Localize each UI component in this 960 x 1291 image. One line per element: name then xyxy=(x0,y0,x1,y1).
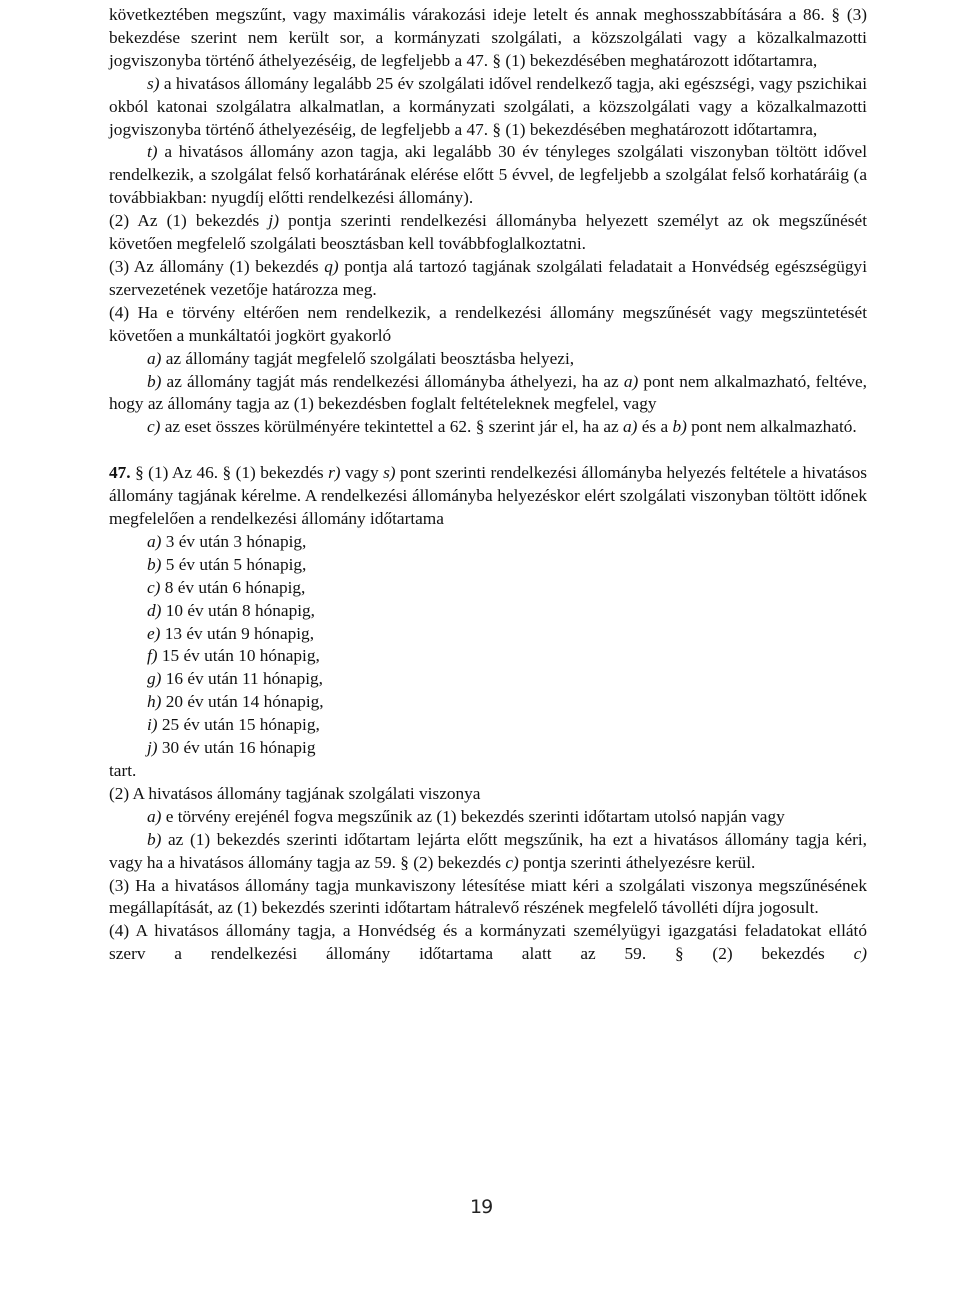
text-run: e törvény erejénél fogva megszűnik az (1) bekezdés szerinti időtartam utolsó napján vagy xyxy=(161,806,785,826)
list-item xyxy=(147,668,867,691)
item-text: 25 év után 15 hónapig, xyxy=(157,715,320,735)
point-letter: a) xyxy=(623,417,638,437)
paragraph-p5 xyxy=(109,256,867,302)
text-run: a hivatásos állomány legalább 25 év szolgálati idővel rendelkező tagja, aki egészségi, vagy pszichikai okból katonai szolgálatra alkalmatlan, a kormányzati szolgálati, a közszolgálati vagy a közalkalmazotti jogviszonyba történő áthelyezéséig, de legfeljebb a 47. § (1) bekezdésében meghatározott időtartamra, xyxy=(109,73,867,139)
paragraph-p3 xyxy=(109,141,867,210)
paragraph-p4 xyxy=(109,210,867,256)
text-run: következtében megszűnt, vagy maximális várakozási ideje letelt és annak meghosszabbítására a 86. § (3) bekezdése szerint nem került sor, a kormányzati szolgálati, a közszolgálati vagy a közalkalmazotti jogviszonyba történő áthelyezéséig, de legfeljebb a 47. § (1) bekezdésében meghatározott időtartamra, xyxy=(109,5,867,70)
text-run: § (1) Az 46. § (1) bekezdés xyxy=(130,463,329,483)
text-run: (4) Ha e törvény eltérően nem rendelkezik, a rendelkezési állomány megszűnését vagy megszüntetését követően a munkáltatói jogkört gyakorló xyxy=(109,302,867,345)
point-letter: q) xyxy=(324,256,339,276)
section-47-number: 47. xyxy=(109,463,131,483)
paragraph-p6 xyxy=(109,302,867,348)
paragraph-p9 xyxy=(109,416,867,439)
text-run: (2) A hivatásos állomány tagjának szolgálati viszonya xyxy=(109,783,481,803)
text-run: (4) A hivatásos állomány tagja, a Honvédség és a kormányzati személyügyi igazgatási feladatokat ellátó szerv a rendelkezési állomány időtartama alatt az 59. § (2) bekezdés xyxy=(109,921,867,964)
point-letter: a) xyxy=(623,371,639,391)
paragraph-q2 xyxy=(109,806,867,829)
item-text: 30 év után 16 hónapig xyxy=(157,738,316,758)
text-run: pont nem alkalmazható, feltéve, hogy az állomány tagja az (1) bekezdésben foglalt feltételeknek megfelel, vagy xyxy=(109,371,867,414)
page-number: 19 xyxy=(470,1196,493,1218)
item-text: 8 év után 6 hónapig, xyxy=(160,577,306,597)
item-text: 16 év után 11 hónapig, xyxy=(161,669,323,689)
list-item xyxy=(147,600,867,623)
item-text: 13 év után 9 hónapig, xyxy=(160,623,315,643)
item-letter: g) xyxy=(147,669,162,689)
point-letter: b) xyxy=(147,829,162,849)
paragraph-p2 xyxy=(109,73,867,142)
paragraph-p7 xyxy=(109,348,867,371)
item-letter: h) xyxy=(147,692,162,712)
text-run: pontja szerinti rendelkezési állományba helyezett személyt az ok megszűnését követően megfelelő szolgálati beosztásban kell továbbfoglalkoztatni. xyxy=(109,211,867,254)
document-page xyxy=(109,4,867,966)
text-run: vagy xyxy=(340,463,384,483)
item-letter: e) xyxy=(147,623,161,643)
item-letter: b) xyxy=(147,554,162,574)
text-run: (2) Az (1) bekezdés xyxy=(109,211,269,231)
item-text: 20 év után 14 hónapig, xyxy=(161,692,324,712)
paragraphs-bottom xyxy=(109,783,867,966)
text-run: a hivatásos állomány azon tagja, aki legalább 30 év tényleges szolgálati viszonyban töltött idővel rendelkezik, a szolgálat felső korhatárának elérése előtt 5 évvel, de legfeljebb a szolgálat felső korhatáráig (a továbbiakban: nyugdíj előtti rendelkezési állomány). xyxy=(109,142,867,208)
item-text: 3 év után 3 hónapig, xyxy=(161,531,307,551)
point-letter: s) xyxy=(383,463,396,483)
text-run: az állomány tagját megfelelő szolgálati beosztásba helyezi, xyxy=(161,348,575,368)
paragraph-q5 xyxy=(109,920,867,966)
item-letter: i) xyxy=(147,715,158,735)
section-gap xyxy=(109,439,867,462)
text-run: (3) Ha a hivatásos állomány tagja munkaviszony létesítése miatt kéri a szolgálati viszonya megszűnésének megállapítását, az (1) bekezdés szerinti időtartam hátralevő részének megfelelő távolléti díjra jogosult. xyxy=(109,875,867,918)
point-letter: b) xyxy=(672,417,687,437)
point-letter: r) xyxy=(328,463,341,483)
text-run: pont szerinti rendelkezési állományba helyezés feltétele a hivatásos állomány tagjának kérelme. A rendelkezési állományba helyezéskor elért szolgálati viszonyban töltött időnek megfelelően a rendelkezési állomány időtartama xyxy=(109,463,867,529)
list-item xyxy=(147,531,867,554)
point-letter: c) xyxy=(505,852,519,872)
paragraph-q4 xyxy=(109,875,867,921)
list-item xyxy=(147,623,867,646)
list-item xyxy=(147,691,867,714)
item-letter: f) xyxy=(147,646,158,666)
text-run: pontja szerinti áthelyezésre kerül. xyxy=(518,852,756,872)
text-run: az állomány tagját más rendelkezési állományba áthelyezi, ha az xyxy=(161,371,624,391)
paragraphs-top xyxy=(109,4,867,439)
item-letter: c) xyxy=(147,577,161,597)
list-item xyxy=(147,577,867,600)
point-letter: s) xyxy=(147,73,160,93)
point-letter: a) xyxy=(147,806,162,826)
item-letter: a) xyxy=(147,531,162,551)
item-text: 10 év után 8 hónapig, xyxy=(161,600,315,620)
text-run: az (1) bekezdés szerinti időtartam lejárta előtt megszűnik, ha ezt a hivatásos állomány tagja kéri, vagy ha a hivatásos állomány tagja az 59. § (2) bekezdés xyxy=(109,829,867,872)
text-run: pont nem alkalmazható. xyxy=(686,417,857,437)
item-letter: d) xyxy=(147,600,162,620)
list-item xyxy=(147,737,867,760)
point-letter: a) xyxy=(147,348,162,368)
duration-list xyxy=(109,531,867,760)
list-item xyxy=(147,554,867,577)
section-47-intro xyxy=(109,462,867,531)
item-letter: j) xyxy=(147,738,158,758)
text-run: pontja alá tartozó tagjának szolgálati feladatait a Honvédség egészségügyi szervezetének vezetője határozza meg. xyxy=(109,256,867,299)
text-run: az eset összes körülményére tekintettel a 62. § szerint jár el, ha az xyxy=(160,417,623,437)
paragraph-q3 xyxy=(109,829,867,875)
section-47 xyxy=(109,462,867,783)
point-letter: b) xyxy=(147,371,162,391)
text-run: (3) Az állomány (1) bekezdés xyxy=(109,256,325,276)
paragraph-p8 xyxy=(109,371,867,417)
item-text: 5 év után 5 hónapig, xyxy=(161,554,307,574)
paragraph-q1 xyxy=(109,783,867,806)
text-run: és a xyxy=(637,417,673,437)
point-letter: j) xyxy=(268,211,279,231)
list-item xyxy=(147,714,867,737)
paragraph-p1 xyxy=(109,4,867,73)
point-letter: c) xyxy=(147,417,161,437)
list-item xyxy=(147,645,867,668)
section-47-tail: tart. xyxy=(109,761,137,780)
point-letter: t) xyxy=(147,142,158,162)
point-letter: c) xyxy=(853,944,867,964)
item-text: 15 év után 10 hónapig, xyxy=(157,646,320,666)
